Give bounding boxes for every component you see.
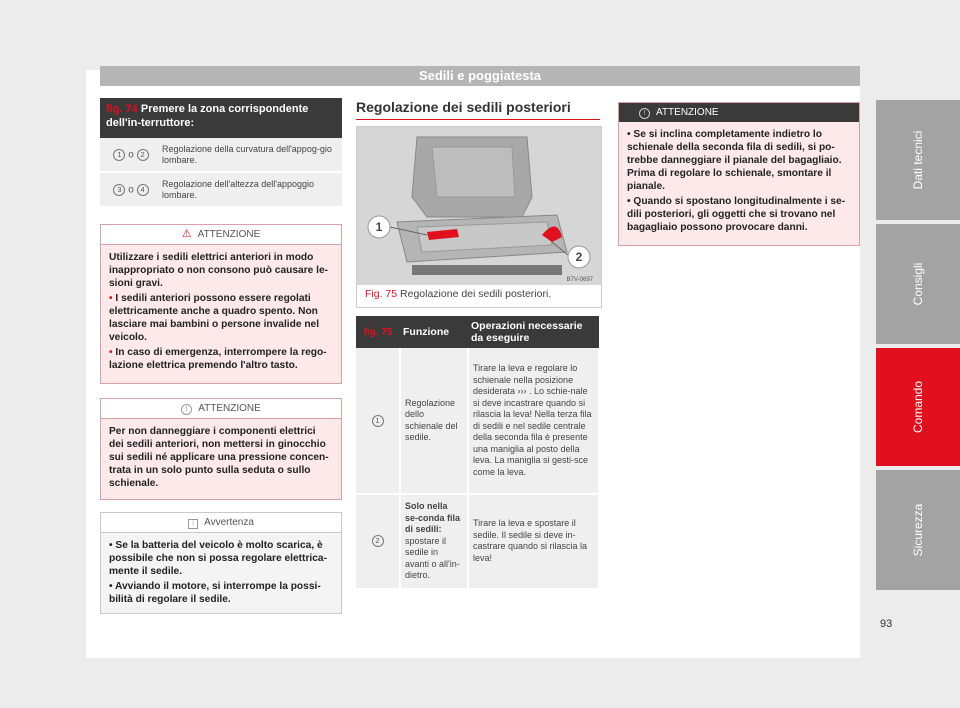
note-box: i Avvertenza • Se la batteria del veicolo è molto scarica, è possibile che non si possa regolare elettrica-mente il sedile. • Avviando il motore, si interrompe la possi-bilità di regolare il sedile. [100,512,342,614]
note-icon: i [188,519,198,529]
seat-functions-table [356,316,600,590]
table-row: 1 o 2 Regolazione della curvatura dell'appog-gio lombare. [100,138,342,173]
callout-1: 1 [375,220,383,234]
page-number: 93 [880,618,893,630]
warning-box-electric-seats: ⚠ ATTENZIONE Utilizzare i sedili elettrici anteriori in modo inappropriato o non consono può causare le-sioni gravi. • I sedili anteriori possono essere regolati elettricamente anche a quadro spento. Non lasciare mai bambini o persone invalide nel veicolo. • In caso di emergenza, interrompere la rego-lazione elettrica premendo l'altro tasto. [100,224,342,384]
tab-sicurezza[interactable]: Sicurezza [876,470,960,590]
image-code: B7V-0697 [566,277,593,283]
info-icon: ! [181,404,192,415]
fig74-caption: fig. 74 Premere la zona corrispondente dell'in-terruttore: [100,98,342,138]
tab-dati-tecnici[interactable]: Dati tecnici [876,100,960,220]
tab-consigli[interactable]: Consigli [876,224,960,344]
table-row: 1 Regolazione dello schienale del sedile. Tirare la leva e regolare lo schienale nella posizione desiderata ››› . Lo schie-nale si deve incastrare quando si rilascia la leva! Nella terza fila di sedili e nel sedile centrale della seconda fila è presente una maniglia al posto della leva. La maniglia si gesti-sce come la leva. [356,348,599,494]
section-title: Regolazione dei sedili posteriori [356,99,600,120]
table-row: 2 Solo nella se-conda fila di sedili: spostare il sedile in avanti o all'in-dietro. Tirare la leva e spostare il sedile. Il sedile si deve in-castrare quando si rilascia la leva! [356,494,599,589]
side-tabs [876,100,960,590]
warning-box-components: ! ATTENZIONE Per non danneggiare i componenti elettrici dei sedili anteriori, non mettersi in ginocchio sui sedili né applicare una pressione concen-trata in un solo punto sulla seduta o sullo schienale. [100,398,342,500]
rear-seat-illustration [357,127,601,285]
fig75-caption: Fig. 75 Regolazione dei sedili posteriori. [365,288,552,300]
warning-box-rear-seats: ! ATTENZIONE • Se si inclina completamente indietro lo schienale della seconda fila di sedili, si po-trebbe danneggiare il pianale del bagagliaio. Prima di regolare lo schienale, smontare il pianale. • Quando si spostano longitudinalmente i se-dili posteriori, gli oggetti che si trovano nel bagagliaio possono provocare danni. [618,102,860,246]
table-header-row: fig. 75 Funzione Operazioni necessarie da eseguire [356,316,599,348]
page-header: Sedili e poggiatesta [100,66,860,86]
tab-comando[interactable]: Comando [876,348,960,466]
info-icon: ! [639,108,650,119]
fig75-figure [356,126,602,308]
fig74-table [100,98,342,208]
warning-icon: ⚠ [181,228,192,240]
table-row: 3 o 4 Regolazione dell'altezza dell'appoggio lombare. [100,173,342,208]
callout-2: 2 [575,250,583,264]
